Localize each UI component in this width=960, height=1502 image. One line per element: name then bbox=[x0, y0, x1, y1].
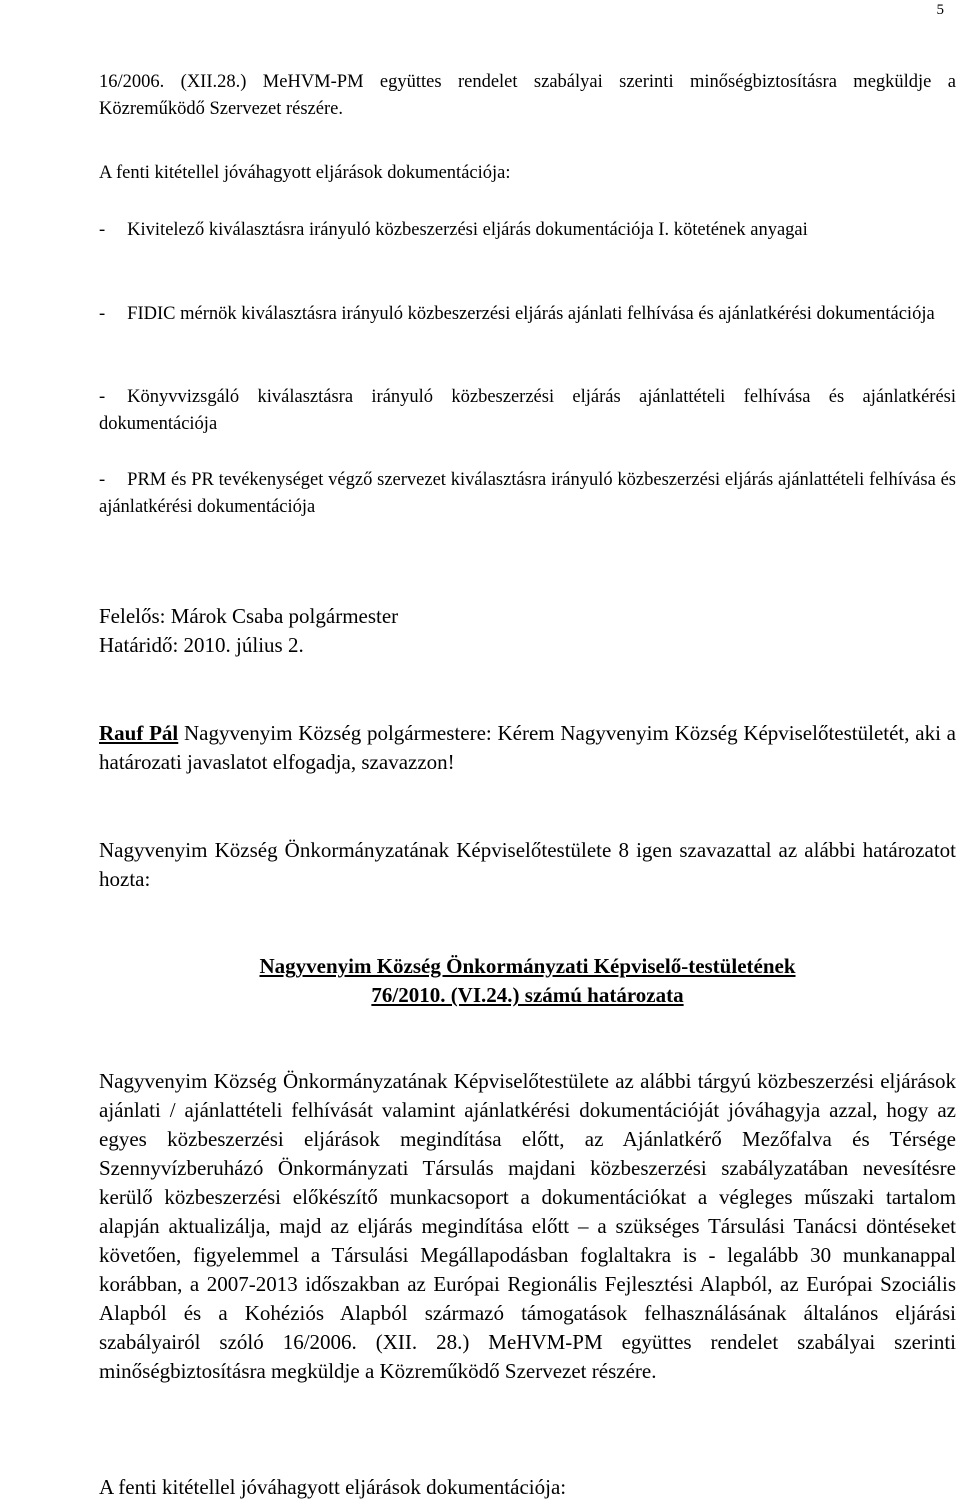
speaker-name: Rauf Pál bbox=[99, 721, 179, 745]
page-number: 5 bbox=[936, 2, 944, 18]
procedure-item-text: Könyvvizsgáló kiválasztásra irányuló közbeszerzési eljárás ajánlattételi felhívása és ajánlatkérési dokumentációja bbox=[99, 387, 956, 434]
mayor-request-paragraph bbox=[99, 719, 956, 777]
list-dash: - bbox=[99, 470, 106, 490]
deadline-line: Határidő: 2010. július 2. bbox=[99, 633, 304, 657]
top-paragraph: 16/2006. (XII.28.) MeHVM-PM együttes rendelet szabályai szerinti minőségbiztosításra megküldje a Közreműködő Szervezet részére. bbox=[99, 72, 956, 119]
list-dash: - bbox=[99, 304, 106, 324]
resolution-number: 76/2010. (VI.24.) számú határozata bbox=[371, 983, 684, 1007]
responsible-line: Felelős: Márok Csaba polgármester bbox=[99, 604, 399, 628]
resolution-title: Nagyvenyim Község Önkormányzati Képviselő-testületének bbox=[259, 954, 796, 978]
procedure-item-text: PRM és PR tevékenységet végző szervezet kiválasztásra irányuló közbeszerzési eljárás ajánlattételi felhívása és ajánlatkérési dokumentációja bbox=[99, 470, 956, 517]
vote-result-paragraph: Nagyvenyim Község Önkormányzatának Képviselőtestülete 8 igen szavazattal az alábbi határozatot hozta: bbox=[99, 838, 956, 891]
approved-procedures-intro: A fenti kitétellel jóváhagyott eljárások dokumentációja: bbox=[99, 163, 511, 183]
speaker-text: Nagyvenyim Község polgármestere: Kérem Nagyvenyim Község Képviselőtestületét, aki a határozati javaslatot elfogadja, szavazzon! bbox=[99, 721, 956, 774]
resolution-body: Nagyvenyim Község Önkormányzatának Képviselőtestülete az alábbi tárgyú közbeszerzési eljárások ajánlati / ajánlattételi felhívását valamint ajánlatkérési dokumentációját jóváhagyja azzal, hogy az egyes közbeszerzési eljárások megindítása előtt, az Ajánlatkérő Mezőfalva és Térsége Szennyvízberuházó Önkormányzati Társulás majdani közbeszerzési szabályzatában nevesítésre kerülő közbeszerzési előkészítő munkacsoport a dokumentációkat a végleges műszaki tartalom alapján aktualizálja, majd az eljárás megindítása előtt – a szükséges Társulási Tanácsi döntéseket követően, figyelemmel a Társulási Megállapodásban foglaltakra is - legalább 30 munkanappal korábban, a 2007-2013 időszakban az Európai Regionális Fejlesztési Alapból, az Európai Szociális Alapból és a Kohéziós Alapból származó támogatások felhasználásának általános eljárási szabályairól szóló 16/2006. (XII. 28.) MeHVM-PM együttes rendelet szabályai szerinti minőségbiztosításra megküldje a Közreműködő Szervezet részére. bbox=[99, 1069, 956, 1383]
procedure-item-text: FIDIC mérnök kiválasztásra irányuló közbeszerzési eljárás ajánlati felhívása és ajánlatkérési dokumentációja bbox=[127, 304, 935, 324]
list-dash: - bbox=[99, 387, 106, 407]
list-dash: - bbox=[99, 220, 106, 240]
procedure-item bbox=[99, 467, 956, 521]
approved-procedures-intro-2: A fenti kitétellel jóváhagyott eljárások dokumentációja: bbox=[99, 1475, 567, 1499]
procedure-item bbox=[99, 301, 956, 328]
procedure-item bbox=[99, 217, 956, 244]
procedure-item-text: Kivitelező kiválasztásra irányuló közbeszerzési eljárás dokumentációja I. kötetének anyagai bbox=[127, 220, 808, 240]
procedure-item bbox=[99, 384, 956, 438]
